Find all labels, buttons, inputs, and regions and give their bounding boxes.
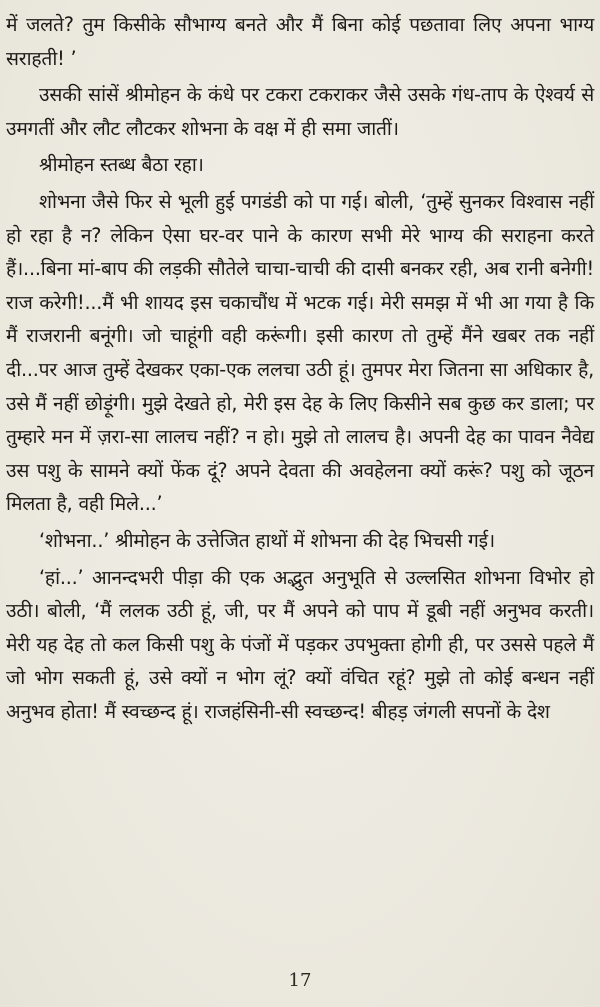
book-page	[6, 8, 594, 998]
body-text	[6, 8, 594, 728]
paragraph: ‘हां...’ आनन्दभरी पीड़ा की एक अद्भुत अनुभूति से उल्लसित शोभना विभोर हो उठी। बोली, ‘मैं ललक उठी हूं, जी, पर मैं अपने को पाप में डूबी नहीं अनुभव करती। मेरी यह देह तो कल किसी पशु के पंजों में पड़कर उपभुक्ता होगी ही, पर उससे पहले मैं जो भोग सकती हूं, उसे क्यों न भोग लूं? क्यों वंचित रहूं? मुझे तो कोई बन्धन नहीं अनुभव होता! मैं स्वच्छन्द हूं। राजहंसिनी-सी स्वच्छन्द! बीहड़ जंगली सपनों के देश	[6, 565, 594, 723]
paragraph-continuation: में जलते? तुम किसीके सौभाग्य बनते और मैं बिना कोई पछतावा लिए अपना भाग्य सराहती! ’	[6, 13, 594, 70]
paragraph: शोभना जैसे फिर से भूली हुई पगडंडी को पा गई। बोली, ‘तुम्हें सुनकर विश्वास नहीं हो रहा है न? लेकिन ऐसा घर-वर पाने के कारण सभी मेरे भाग्य की सराहना करते हैं।...बिना मां-बाप की लड़की सौतेले चाचा-चाची की दासी बनकर रही, अब रानी बनेगी! राज करेगी!...मैं भी शायद इस चकाचौंध में भटक गई। मेरी समझ में भी आ गया है कि मैं राजरानी बनूंगी। जो चाहूंगी वही करूंगी। इसी कारण तो तुम्हें मैंने खबर तक नहीं दी...पर आज तुम्हें देखकर एका-एक ललचा उठी हूं। तुमपर मेरा जितना सा अधिकार है, उसे मैं नहीं छोड़ूंगी। मुझे देखते हो, मेरी इस देह के लिए किसीने सब कुछ कर डाला; पर तुम्हारे मन में ज़रा-सा लालच नहीं? न हो। मुझे तो लालच है। अपनी देह का पावन नैवेद्य उस पशु के सामने क्यों फेंक दूं? अपने देवता की अवहेलना क्यों करूं? पशु को जूठन मिलता है, वही मिले...’	[6, 189, 594, 516]
paragraph: उसकी सांसें श्रीमोहन के कंधे पर टकरा टकराकर जैसे उसके गंध-ताप के ऐश्वर्य से उमगतीं और लौट लौटकर शोभना के वक्ष में ही समा जातीं।	[6, 83, 594, 140]
paragraph: श्रीमोहन स्तब्ध बैठा रहा।	[39, 153, 204, 177]
paragraph: ‘शोभना..’ श्रीमोहन के उत्तेजित हाथों में शोभना की देह भिचसी गई।	[39, 528, 495, 552]
page-number: 17	[288, 970, 312, 991]
